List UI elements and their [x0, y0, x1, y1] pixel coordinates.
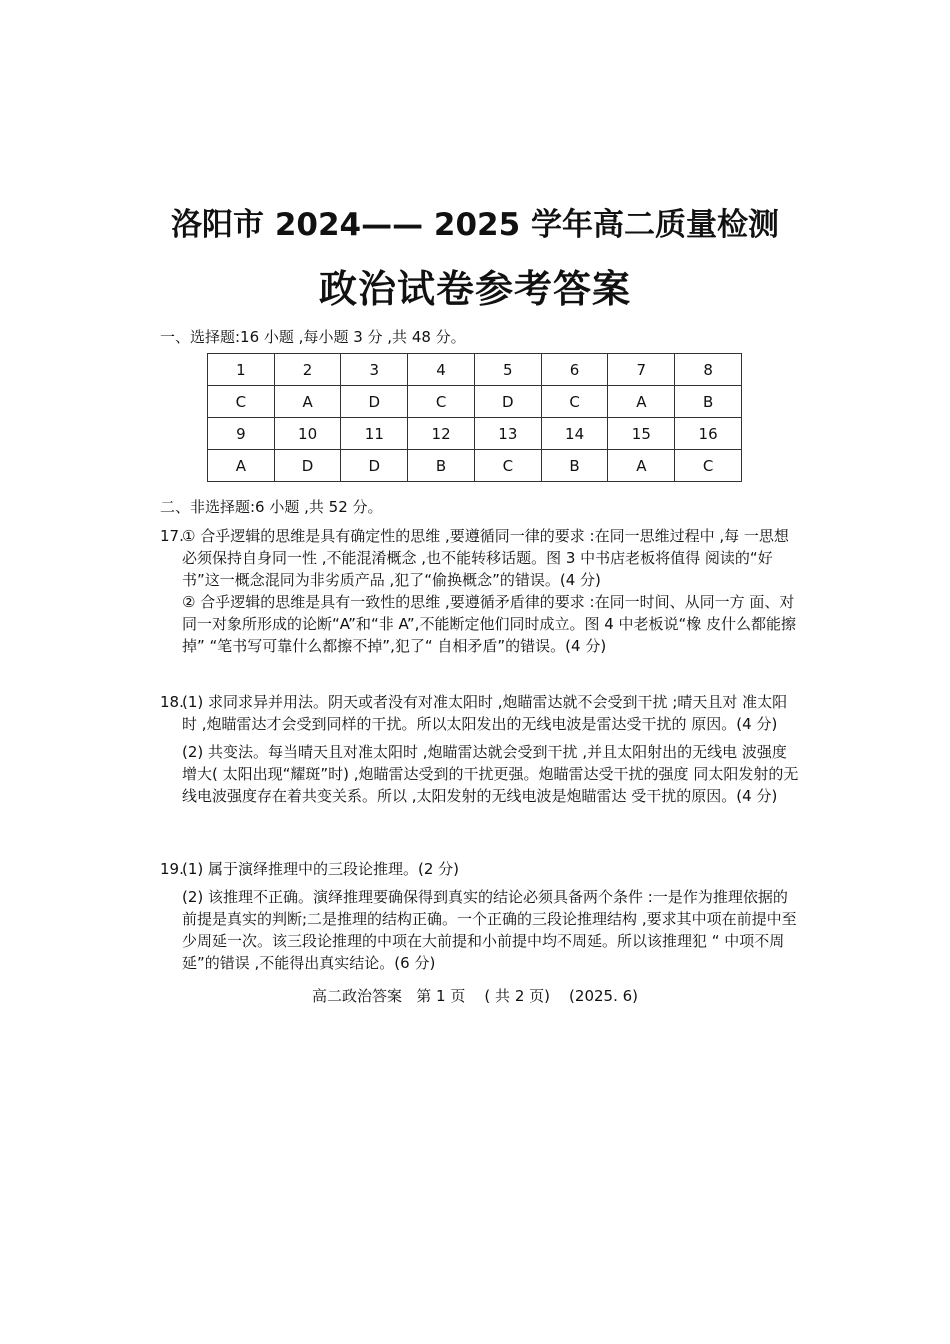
table-cell: 13 — [474, 418, 541, 450]
section2-heading: 二、非选择题:6 小题 ,共 52 分。 — [160, 498, 383, 516]
question-17 — [160, 525, 800, 657]
table-cell: B — [675, 386, 742, 418]
answer-paragraph: ① 合乎逻辑的思维是具有确定性的思维 ,要遵循同一律的要求 :在同一思维过程中 ,每 一思想必须保持自身同一性 ,不能混淆概念 ,也不能转移话题。图 3 中书店老板将值得 阅读的“好书”这一概念混同为非劣质产品 ,犯了“偷换概念”的错误。(4 分) — [182, 527, 789, 589]
table-cell: A — [608, 450, 675, 482]
answer-paragraph: (2) 共变法。每当晴天且对准太阳时 ,炮瞄雷达就会受到干扰 ,并且太阳射出的无线电 波强度增大( 太阳出现“耀斑”时) ,炮瞄雷达受到的干扰更强。炮瞄雷达受干扰的强度 同太阳发射的无线电波强度存在着共变关系。所以 ,太阳发射的无线电波是炮瞄雷达 受干扰的原因。(4 分) — [182, 743, 799, 805]
table-row — [208, 418, 742, 450]
table-cell: 14 — [541, 418, 608, 450]
table-cell: D — [341, 386, 408, 418]
question-19 — [160, 858, 800, 974]
table-cell: 5 — [474, 354, 541, 386]
table-row — [208, 450, 742, 482]
table-cell: C — [474, 450, 541, 482]
answer-paragraph: (1) 求同求异并用法。阴天或者没有对准太阳时 ,炮瞄雷达就不会受到干扰 ;晴天且对 准太阳时 ,炮瞄雷达才会受到同样的干扰。所以太阳发出的无线电波是雷达受干扰的 原因。(4 分) — [182, 693, 788, 733]
table-cell: D — [341, 450, 408, 482]
table-cell: 12 — [408, 418, 475, 450]
question-number: 18. — [160, 693, 184, 711]
section1-heading: 一、选择题:16 小题 ,每小题 3 分 ,共 48 分。 — [160, 328, 466, 346]
table-cell: A — [608, 386, 675, 418]
answer-table — [207, 353, 742, 482]
table-cell: 9 — [208, 418, 275, 450]
question-number: 19. — [160, 860, 184, 878]
table-row — [208, 354, 742, 386]
table-cell: 7 — [608, 354, 675, 386]
page-title: 洛阳市 2024—— 2025 学年高二质量检测 — [171, 207, 779, 243]
question-18 — [160, 691, 800, 807]
page-footer: 高二政治答案 第 1 页 ( 共 2 页) (2025. 6) — [311, 987, 639, 1005]
table-cell: C — [408, 386, 475, 418]
table-cell: B — [541, 450, 608, 482]
table-cell: 11 — [341, 418, 408, 450]
table-cell: 8 — [675, 354, 742, 386]
table-cell: C — [541, 386, 608, 418]
table-cell: 16 — [675, 418, 742, 450]
table-cell: 15 — [608, 418, 675, 450]
table-cell: A — [208, 450, 275, 482]
table-row — [208, 386, 742, 418]
question-number: 17. — [160, 527, 184, 545]
answer-paragraph: (2) 该推理不正确。演绎推理要确保得到真实的结论必须具备两个条件 :一是作为推理依据的前提是真实的判断;二是推理的结构正确。一个正确的三段论推理结构 ,要求其中项在前提中至少周延一次。该三段论推理的中项在大前提和小前提中均不周延。所以该推理犯 “ 中项不周延”的错误 ,不能得出真实结论。(6 分) — [182, 888, 797, 972]
answer-paragraph: (1) 属于演绎推理中的三段论推理。(2 分) — [182, 860, 460, 878]
table-cell: 6 — [541, 354, 608, 386]
table-cell: D — [274, 450, 341, 482]
page-subtitle: 政治试卷参考答案 — [318, 267, 631, 311]
table-cell: 3 — [341, 354, 408, 386]
table-cell: D — [474, 386, 541, 418]
table-cell: 1 — [208, 354, 275, 386]
table-cell: 2 — [274, 354, 341, 386]
answer-paragraph: ② 合乎逻辑的思维是具有一致性的思维 ,要遵循矛盾律的要求 :在同一时间、从同一方 面、对同一对象所形成的论断“A”和“非 A”,不能断定他们同时成立。图 4 中老板说“橡 皮什么都能擦掉” “笔书写可靠什么都擦不掉”,犯了“ 自相矛盾”的错误。(4 分) — [182, 593, 797, 655]
table-cell: B — [408, 450, 475, 482]
table-cell: C — [208, 386, 275, 418]
table-cell: 10 — [274, 418, 341, 450]
table-cell: 4 — [408, 354, 475, 386]
table-cell: C — [675, 450, 742, 482]
table-cell: A — [274, 386, 341, 418]
